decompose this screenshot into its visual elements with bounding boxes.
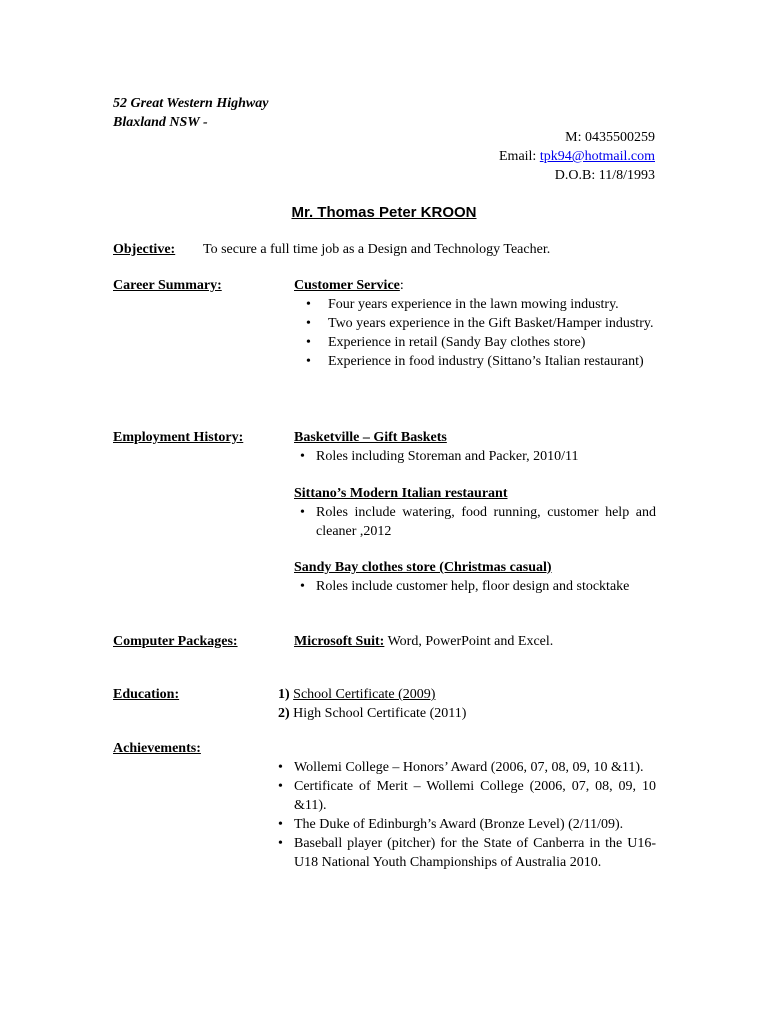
computer-packages-label: Computer Packages: — [113, 634, 238, 649]
microsoft-suit-apps: Word, PowerPoint and Excel. — [384, 634, 554, 649]
list-item: • The Duke of Edinburgh’s Award (Bronze Level) (2/11/09). — [272, 815, 656, 834]
job-sandy-bay — [294, 558, 656, 596]
career-summary-list — [294, 295, 656, 371]
contact-block — [499, 128, 655, 185]
list-number: 2) — [278, 706, 290, 721]
job-title: Sandy Bay clothes store (Christmas casual) — [294, 560, 552, 575]
email-label: Email: — [499, 149, 540, 164]
job-title: Basketville – Gift Baskets — [294, 430, 447, 445]
list-item: • Roles include watering, food running, customer help and cleaner ,2012 — [294, 503, 656, 541]
education-list — [278, 685, 466, 723]
achievements-section — [272, 758, 656, 872]
education-text: School Certificate (2009) — [293, 687, 436, 702]
list-number: 1) — [278, 687, 290, 702]
customer-service-heading — [294, 276, 656, 295]
list-item: • Roles include customer help, floor design and stocktake — [294, 577, 656, 596]
education-label: Education: — [113, 687, 180, 702]
career-summary-section — [294, 276, 656, 371]
job-roles — [294, 577, 656, 596]
list-item: • Four years experience in the lawn mowing industry. — [294, 295, 656, 314]
list-item: • Wollemi College – Honors’ Award (2006, 07, 08, 09, 10 &11). — [272, 758, 656, 777]
job-basketville — [294, 428, 656, 466]
list-item: • Roles including Storeman and Packer, 2010/11 — [294, 447, 656, 466]
education-item-1 — [278, 685, 466, 704]
email-line — [499, 147, 655, 166]
microsoft-suit-heading: Microsoft Suit: — [294, 634, 385, 649]
education-item-2 — [278, 704, 466, 723]
objective-text: To secure a full time job as a Design and Technology Teacher. — [203, 242, 551, 257]
address-line-2: Blaxland NSW - — [113, 115, 208, 130]
job-roles — [294, 503, 656, 541]
job-title: Sittano’s Modern Italian restaurant — [294, 486, 508, 501]
email-link[interactable]: tpk94@hotmail.com — [539, 149, 655, 164]
job-roles — [294, 447, 656, 466]
address-block — [113, 94, 268, 132]
page-title: Mr. Thomas Peter KROON — [291, 204, 477, 221]
list-item: • Two years experience in the Gift Basket/Hamper industry. — [294, 314, 656, 333]
list-item: • Certificate of Merit – Wollemi College (2006, 07, 08, 09, 10 &11). — [272, 777, 656, 815]
mobile-number: M: 0435500259 — [565, 130, 655, 145]
list-item: • Experience in food industry (Sittano’s Italian restaurant) — [294, 352, 656, 371]
achievements-label: Achievements: — [113, 741, 201, 756]
date-of-birth: D.O.B: 11/8/1993 — [554, 168, 655, 183]
job-sittanos — [294, 484, 656, 541]
customer-service-colon: : — [399, 278, 404, 293]
customer-service-title: Customer Service — [294, 278, 400, 293]
education-text: High School Certificate (2011) — [293, 706, 467, 721]
employment-history-label: Employment History: — [113, 430, 244, 445]
objective-label: Objective: — [113, 242, 176, 257]
address-line-1: 52 Great Western Highway — [113, 96, 269, 111]
list-item: • Experience in retail (Sandy Bay clothes store) — [294, 333, 656, 352]
achievements-list — [272, 758, 656, 872]
career-summary-label: Career Summary: — [113, 278, 222, 293]
computer-packages-text — [294, 632, 553, 651]
list-item: • Baseball player (pitcher) for the State of Canberra in the U16-U18 National Youth Championships of Australia 2010. — [272, 834, 656, 872]
